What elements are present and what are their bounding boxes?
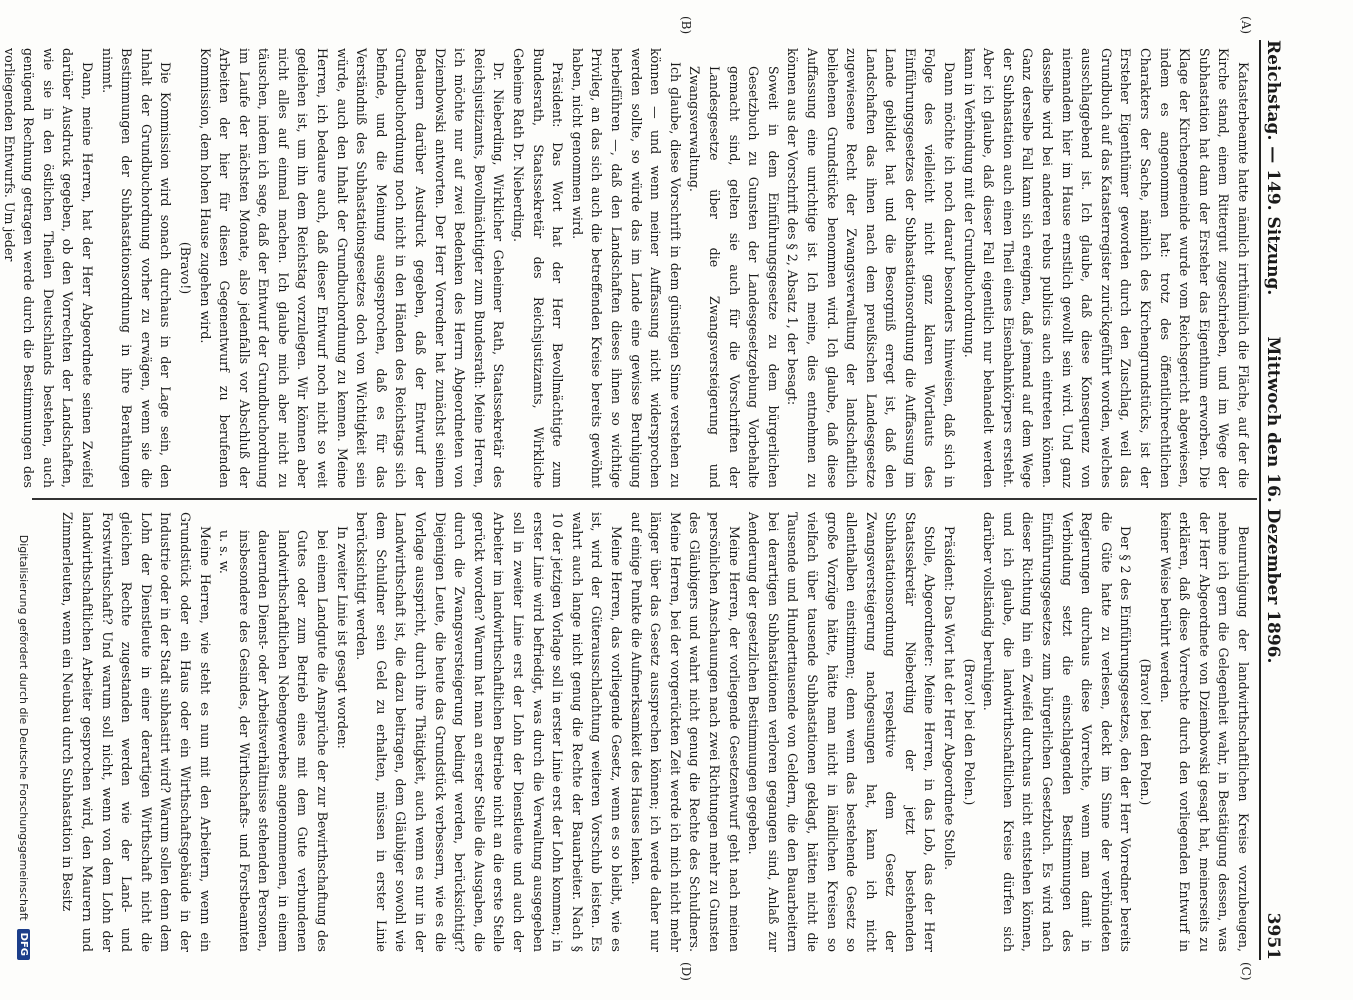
paragraph: Dr. Nieberding, Wirklicher Geheimer Rath, Staatssekretär des Reichsjustizamts, Bevollmächtigter zum Bundesrath: Meine Herren, ich möchte nur auf zwei Bedenken des Herrn Abgeordneten von Dziembowski antworten. Der Herr Vorredner hat zunächst seinem Bedauern darüber Ausdruck gegeben, daß der Entwurf der Grundbuchordnung noch nicht in den Händen des Reichstags sich befinde, und die Meinung ausgesprochen, daß es für das Verständniß des Subhastationsgesetzes doch von Wichtigkeit sein würde, auch den Inhalt der Grundbuchordnung zu kennen. Meine Herren, ich bedaure auch, daß dieser Entwurf noch nicht so weit gediehen ist, um ihn dem Reichstag vorzulegen. Wir können aber nicht alles auf einmal machen. Ich glaube mich aber nicht zu täuschen, indem ich sage, daß der Entwurf der Grundbuchordnung im Laufe der nächsten Monate, also jedenfalls vor Abschluß der Arbeiten der hier für diesen Gegenentwurf zu berufenden Kommission, dem hohen Hause zugehen wird. (197, 48, 507, 488)
paragraph: Meine Herren, das vorliegende Gesetz, wenn es so bleibt, wie es ist, wird der Güterausschlachtung weiteren Vorschub leisten. Es wahrt auch lange nicht genug die Rechte der Bauarbeiter. Nach § 10 der jetzigen Vorlage soll in erster Linie erst der Lohn kommen; in erster Linie wird befriedigt, was durch die Verwaltung ausgegeben soll in zweiter Linie erst der Lohn der Dienstleute und auch der Arbeiter im landwirthschaftlichen Betriebe nicht an die erste Stelle gerückt worden? Warum hat man an erster Stelle die Ausgaben, die durch die Zwangsversteigerung bedingt werden, berücksichtigt? Diejenigen Leute, die heute das Grundstück verbessern, wie es die Vorlage ausspricht, durch ihre Thätigkeit, auch wenn es nur in der Landwirthschaft ist, die dazu beitragen, dem Gläubiger sowohl wie dem Schuldner sein Geld zu erhalten, müssen in erster Linie berücksichtigt werden. (354, 512, 624, 952)
header-rule (1259, 40, 1261, 960)
left-column (1, 48, 1253, 488)
header-date: Mittwoch den 16. Dezember 1896. (1263, 336, 1283, 664)
speaker-paragraph: Präsident: Das Wort hat der Herr Bevollmächtigte zum Bundesrath, Staatssekretär des Reichsjustizamts, Wirkliche Geheime Rath Dr. Nieberding. (511, 48, 566, 488)
digitization-footer (17, 40, 30, 960)
interjection: (Bravo!) (177, 241, 193, 295)
margin-marker-b: (B) (679, 16, 693, 35)
quoted-paragraph: bei einem Landgute die Ansprüche der zur Bewirthschaftung des Gutes oder zum Betrieb eines mit dem Gute verbundenen landwirthschaftlichen Nebengewerbes angenommenen, in einem dauernden Dienst- oder Arbeitsverhältnisse stehenden Personen, insbesondere des Gesindes, der Wirthschafts- und Forstbeamten u. s. w. (217, 530, 331, 952)
right-column (38, 512, 1253, 952)
paragraph: Katasterbeamte hatte nämlich irrthümlich die Fläche, auf der die Kirche stand, einem Rittergut zugeschrieben, und im Wege der Subhastation hat dann der Ersteher das Eigenthum erworben. Die Klage der Kirchengemeinde wurde vom Reichsgericht abgewiesen, indem es angenommen hat: trotz des öffentlichrechtlichen Charakters der Sache, nämlich des Kirchengrundstücks, ist der Ersteher Eigenthümer geworden durch den Zuschlag, weil das Grundbuch auf das Katasterregister zurückgeführt worden, welches ausschlaggebend ist. Ich glaube, daß diese Konsequenz von niemandem hier im Hause ernstlich gewollt sein wird. Und ganz dasselbe wird bei anderen rebus publicis auch eintreten können. Ganz derselbe Fall kann sich ereignen, daß jemand auf dem Wege der Subhastation auch einen Theil eines Eisenbahnkörpers ersteht. Aber ich glaube, daß dieser Fall eigentlich nur behandelt werden kann in Verbindung mit der Grundbuchordnung. (961, 48, 1251, 488)
paragraph: Dann, meine Herren, hat der Herr Abgeordnete seinen Zweifel darüber Ausdruck gegeben, ob den Vorrechten der Landschaften, wie sie in den östlichen Theilen Deutschlands bestehen, auch genügend Rechnung getragen werde durch die Bestimmungen des vorliegenden Entwurfs. Um jeder (1, 48, 95, 488)
dfg-logo-icon: DFG (17, 929, 30, 960)
header-left: Reichstag. — 149. Sitzung. (1263, 40, 1283, 296)
margin-marker-d: (D) (679, 962, 693, 981)
page-number: 3951 (1263, 912, 1283, 960)
column-divider (32, 498, 1257, 500)
paragraph: Ich glaube, diese Vorschrift in dem günstigen Sinne verstehen zu können — und wenn meiner Auffassung nicht widersprochen werden sollte, so würde das im Lande eine gewisse Beruhigung herbeiführen —, daß den Landschaften dieses ihnen so wichtige Privileg, an das sich auch die betreffenden Kreise bereits gewöhnt haben, nicht genommen wird. (569, 48, 683, 488)
footer-text: Digitalisierung gefördert durch die Deutsche Forschungsgemeinschaft (17, 534, 30, 921)
interjection: (Bravo! bei den Polen.) (961, 658, 977, 806)
margin-marker-a: (A) (1239, 16, 1253, 35)
paragraph: In zweiter Linie ist gesagt worden: (334, 526, 350, 749)
paragraph: Meine Herren, der vorliegende Gesetzentwurf geht nach meinen persönlichen Anschauungen nach zwei Richtungen mehr zu Gunsten des Gläubigers und wahrt nicht genug die Rechte des Schuldners. Meine Herren, bei der vorgerückten Zeit werde ich mich nicht mehr länger über das Gesetz aussprechen können; ich werde daher nur auf einige Punkte die Aufmerksamkeit des Hauses lenken. (628, 512, 742, 952)
speaker-paragraph: Präsident: Das Wort hat der Herr Abgeordnete Stolle. (942, 526, 958, 871)
paragraph: Meine Herren, wie steht es nun mit den Arbeitern, wenn ein Grundstück oder ein Haus oder ein Wirthschaftsgebäude in der Industrie oder in der Stadt subhastirt wird? Warum sollen denn dem Lohn der Dienstleute in einer derartigen Wirthschaft nicht die gleichen Rechte zugestanden werden wie der Land- und Forstwirthschaft? Und warum soll nicht, wenn von dem Lohn der landwirthschaftlichen Arbeiter gesprochen wird, den Maurern und Zimmerleuten, wenn ein Neubau durch Subhastation in Besitz (60, 512, 213, 952)
paragraph: Der § 2 des Einführungsgesetzes, den der Herr Vorredner bereits die Güte hatte zu verlesen, deckt im Sinne der verbündeten Regierungen durchaus diese Vorrechte, wenn man damit in Verbindung setzt die einschlagenden Bestimmungen des Einführungsgesetzes zum bürgerlichen Gesetzbuch. Es wird nach dieser Richtung hin ein Zweifel durchaus nicht entstehen können, und ich glaube, die landwirthschaftlichen Kreise dürfen sich darüber vollständig beruhigen. (981, 512, 1134, 952)
paragraph: Beunruhigung der landwirthschaftlichen Kreise vorzubeugen, nehme ich gern die Gelegenheit wahr, in Bestätigung dessen, was der Herr Abgeordnete von Dziembowski gesagt hat, meinerseits zu erklären, daß diese Vorrechte durch den vorliegenden Entwurf in keiner Weise berührt werden. (1157, 512, 1251, 952)
quoted-paragraph: Soweit in dem Einführungsgesetze zu dem bürgerlichen Gesetzbuch zu Gunsten der Landesgesetzgebung Vorbehalte gemacht sind, gelten sie auch für die Vorschriften der Landesgesetze über die Zwangsversteigerung und Zwangsverwaltung. (687, 66, 781, 488)
paragraph: Die Kommission wird sonach durchaus in der Lage sein, den Inhalt der Grundbuchordnung vorher zu erwägen, wenn sie die Bestimmungen der Subhastationsordnung in ihre Berathungen nimmt. (99, 48, 174, 488)
paragraph: Stolle, Abgeordneter: Meine Herren, in das Lob, das der Herr Staatssekretär Nieberding der jetzt bestehenden Subhastationsordnung respektive dem Gesetz der Zwangsversteigerung nachgesungen hat, kann ich nicht allenthalben einstimmen; denn wenn das bestehende Gesetz so große Vorzüge hätte, hätte man nicht in ländlichen Kreisen so vielfach über tausende Subhastationen geklagt, hätten nicht die Tausende und Hunderttausende von Geldern, die den Bauarbeitern bei derartigen Subhastationen verloren gegangen sind, Anlaß zur Aenderung der gesetzlichen Bestimmungen gegeben. (746, 512, 938, 952)
interjection: (Bravo! bei den Polen.) (1138, 658, 1154, 806)
margin-marker-c: (C) (1239, 962, 1253, 981)
page-header (1263, 40, 1303, 960)
paragraph: Dann möchte ich noch darauf besonders hinweisen, daß sich in Folge des vielleicht nicht ganz klaren Wortlauts des Einführungsgesetzes der Subhastationsordnung die Auffassung im Lande gebildet hat und die Besorgniß erregt ist, daß den Landschaften das ihnen nach dem preußischen Landesgesetze zugewiesene Recht der Zwangsverwaltung der landschaftlich beliehenen Grundstücke benommen wird. Ich glaube, daß diese Auffassung eine unrichtige ist. Ich meine, dies entnehmen zu können aus der Vorschrift des § 2, Absatz 1, der besagt: (785, 48, 958, 488)
